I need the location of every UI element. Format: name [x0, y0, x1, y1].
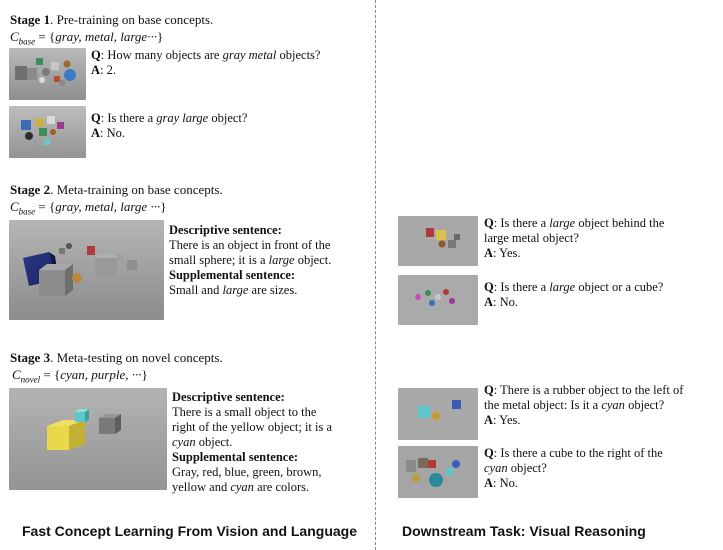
- stage2-scene-image: [9, 220, 164, 320]
- downstream-qa1: Q: Is there a large object behind the large metal object? A: Yes.: [484, 216, 665, 260]
- stage1-concept-set: $C_{base}$ = {gray, metal, large···}: [10, 29, 164, 47]
- stage1-scene-image-1: [9, 48, 86, 100]
- stage2-text-block: Descriptive sentence: There is an object in front of the small sphere; it is a large object. Supplemental sentence: Small and large are sizes.: [169, 223, 332, 297]
- stage2-concept-set: $C_{base}$ = {gray, metal, large ···}: [10, 199, 167, 217]
- stage3-scene-image: [9, 388, 167, 490]
- right-caption: Downstream Task: Visual Reasoning: [402, 523, 646, 539]
- stage1-qa1: Q: How many objects are gray metal objects? A: 2.: [91, 48, 321, 77]
- downstream-scene-image-4: [398, 446, 478, 498]
- left-caption: Fast Concept Learning From Vision and Language: [22, 523, 358, 539]
- stage1-scene-image-2: [9, 106, 86, 158]
- stage3-text-block: Descriptive sentence: There is a small object to the right of the yellow object; it is a cyan object. Supplemental sentence: Gray, red, blue, green, brown, yellow and cyan are colors.: [172, 390, 333, 494]
- downstream-qa2: Q: Is there a large object or a cube? A: No.: [484, 280, 664, 309]
- stage2-title: Stage 2. Meta-training on base concepts.: [10, 182, 223, 197]
- stage1-qa2: Q: Is there a gray large object? A: No.: [91, 111, 248, 140]
- stage1-title: Stage 1. Pre-training on base concepts.: [10, 12, 214, 27]
- downstream-qa3: Q: There is a rubber object to the left of the metal object: Is it a cyan object? A: Yes.: [484, 383, 684, 427]
- downstream-scene-image-3: [398, 388, 478, 440]
- stage3-concept-set: $C_{novel}$ = {cyan, purple, ···}: [12, 367, 148, 385]
- downstream-qa4: Q: Is there a cube to the right of the cyan object? A: No.: [484, 446, 663, 490]
- downstream-scene-image-1: [398, 216, 478, 266]
- stage3-title: Stage 3. Meta-testing on novel concepts.: [10, 350, 223, 365]
- downstream-scene-image-2: [398, 275, 478, 325]
- section-divider: [375, 0, 376, 550]
